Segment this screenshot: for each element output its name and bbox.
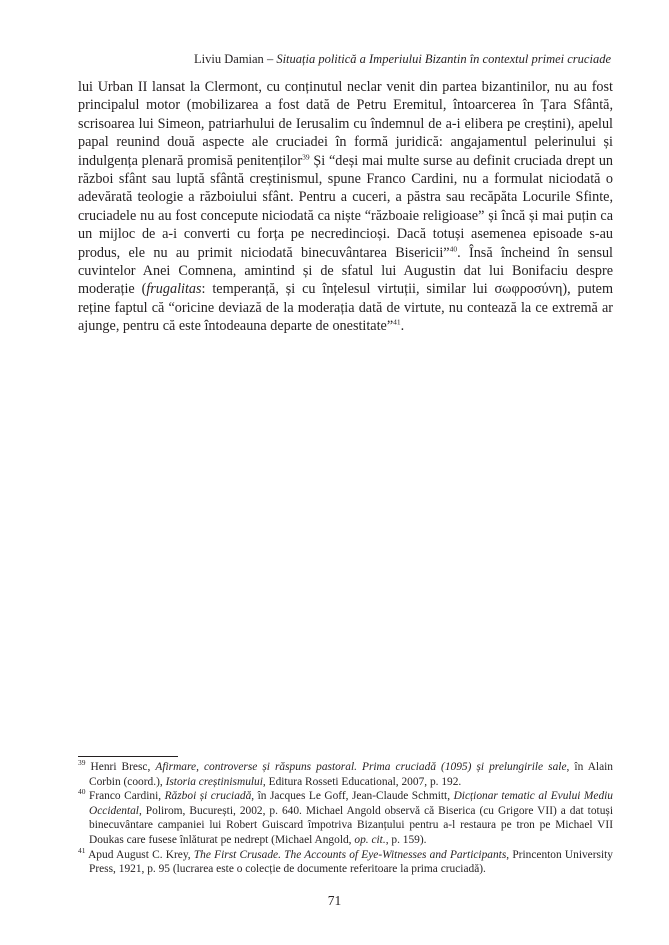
footnote-text: , Princenton University Press, 1921, p. 95 (lucrarea este o colecție de documente referitoare la prima cruciadă). [89,848,613,876]
header-separator: – [266,52,274,66]
footnote-ref-39[interactable]: 39 [302,151,310,161]
footnote-italic: op. cit. [354,833,386,846]
body-text-end: . [400,318,405,335]
header-author: Liviu Damian [194,52,264,66]
footnote-italic: Război și cruciadă [164,790,252,803]
footnote-italic: Dicționar tematic al Evului Mediu Occidental [89,790,614,817]
footnote-text: , p. 159). [385,833,427,846]
footnote-40 [78,789,613,847]
footnote-text: Franco Cardini, [85,790,165,803]
footnote-text: , Polirom, București, 2002, p. 640. Michael Angold observă că Biserica (cu Grigore VII) a dat totuși binecuvântare campaniei lui Robert Guiscard împotriva Bizanțului pentru a-l restaura pe tron pe Michael VII Doukas care fusese înlăturat pe nedrept (Michael Angold, [89,804,613,846]
body-text-part-3: . Însă încheind în sensul cuvintelor Anei Comnena, amintind și de sfatul lui Augustin dat lui Bonifaciu despre moderație ( [78,244,614,298]
footnote-text: , în Jacques Le Goff, Jean-Claude Schmitt, [251,790,454,803]
footnote-italic: Istoria creștinismului [165,775,263,788]
footnote-divider [78,756,178,757]
footnotes-section [78,760,613,877]
running-header [78,52,611,67]
footnote-number: 39 [78,758,86,768]
footnote-39 [78,760,613,789]
footnote-41 [78,845,613,877]
footnote-text: , în Alain Corbin (coord.), [89,761,613,788]
body-text-part-1: lui Urban II lansat la Clermont, cu conținutul neclar venit din partea bizantinilor, nu au fost principalul motor (mobilizarea a fost dată de Petru Eremitul, întoarcerea în Țara Sfântă, scrisoarea lui Simeon, patriarhului de Ierusalim cu îndemnul de a-i elibera pe creștini), apelul papal reunind două aspecte ale cruciadei în formă juridică: angajamentul pelerinului și indulgența plenară promisă penitenților [78,79,613,169]
body-italic-term: frugalitas [146,281,202,298]
body-paragraph [78,78,613,336]
footnote-text: , Editura Rosseti Educational, 2007, p. 192. [262,775,462,788]
page-number: 71 [327,893,342,908]
footnote-number: 41 [78,845,86,855]
footnote-number: 40 [78,787,86,797]
footnote-text: Apud August C. Krey, [85,848,194,861]
footnote-ref-41[interactable]: 41 [393,317,401,327]
footnote-ref-40[interactable]: 40 [449,243,458,253]
footnote-italic: The First Crusade. The Accounts of Eye-Witnesses and Participants [193,848,507,861]
body-text-part-2: Și “deși mai multe surse au definit cruciada drept un război sfânt sau luptă sfântă creștinismul, spune Franco Cardini, nu a formulat niciodată o adevărată teologie a războiului sfânt. Pentru a cuceri, a păstra sau recăpăta Locurile Sfinte, cruciadele nu au fost concepute niciodată ca niște “războaie religioase” și încă și mai puțin ca un mijloc de a-i converti cu forța pe necredincioși. Dacă totuși asemenea episoade s-au produs, ele nu au primit niciodată binecuvântarea Bisericii” [78,152,614,261]
body-text-part-4: : temperanță, și cu înțelesul virtuții, similar lui σωφροσύνη), putem reține faptul că “oricine deviază de la moderația dată de virtute, nu contează la ce extremă ar ajunge, pentru că este întodeauna departe de onestitate” [78,281,613,335]
footnote-text: Henri Bresc, [85,761,156,773]
footnote-italic: Afirmare, controverse și răspuns pastoral. Prima cruciadă (1095) și prelungirile sale [155,761,567,773]
header-article-title: Situația politică a Imperiului Bizantin în contextul primei cruciade [276,52,611,66]
